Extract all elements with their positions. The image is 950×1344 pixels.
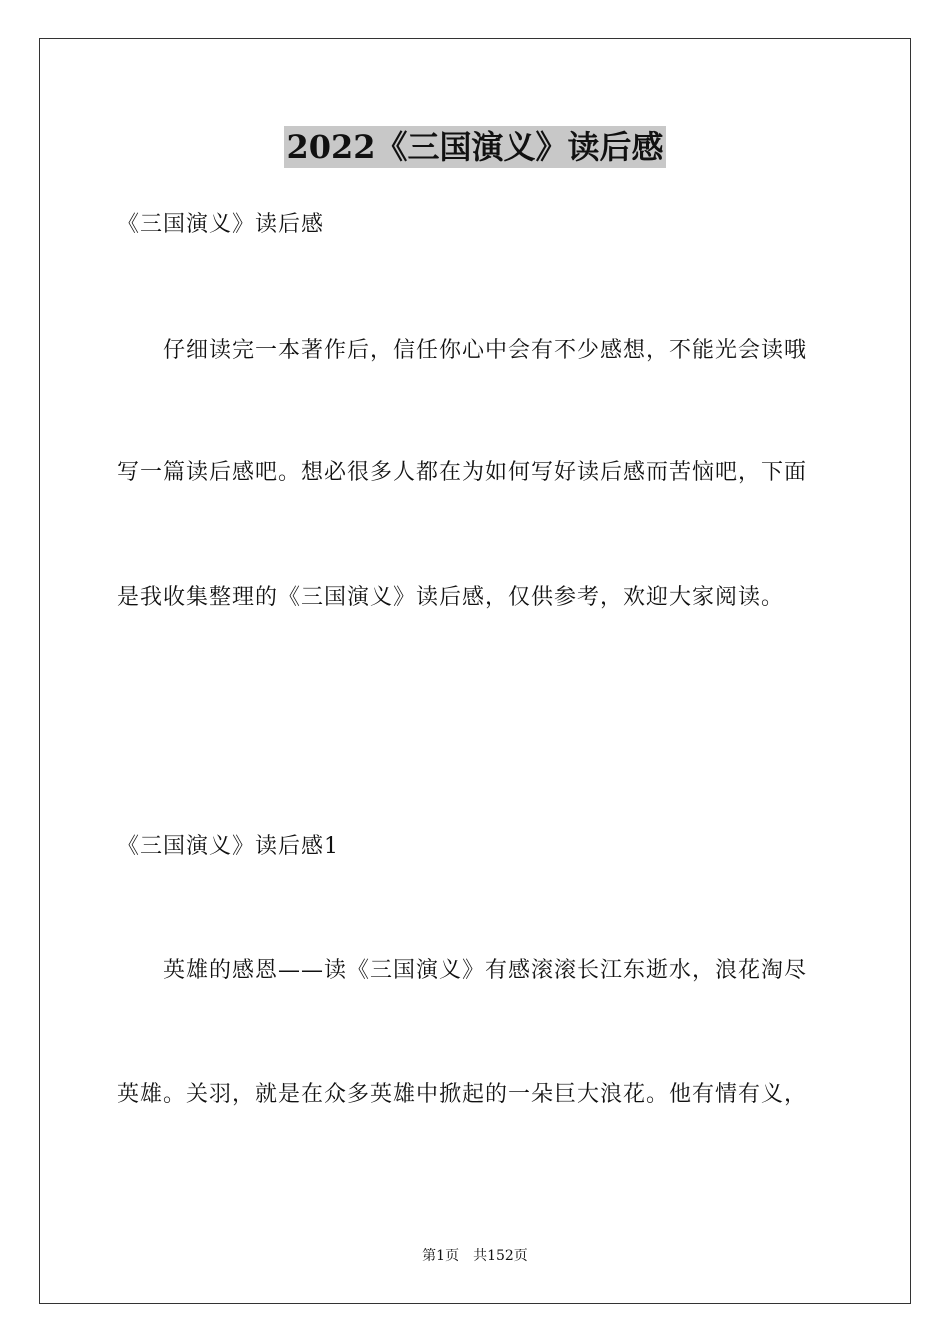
paragraph-line: 写一篇读后感吧。想必很多人都在为如何写好读后感而苦恼吧，下面	[117, 460, 808, 485]
title-container	[0, 126, 950, 168]
section-heading: 《三国演义》读后感1	[117, 834, 339, 859]
paragraph-line: 英雄。关羽，就是在众多英雄中掀起的一朵巨大浪花。他有情有义，	[117, 1082, 808, 1107]
paragraph-line: 是我收集整理的《三国演义》读后感，仅供参考，欢迎大家阅读。	[117, 585, 785, 610]
document-title: 2022《三国演义》读后感	[286, 128, 664, 166]
paragraph-line: 英雄的感恩——读《三国演义》有感滚滚长江东逝水，浪花淘尽	[163, 958, 808, 983]
section-heading: 《三国演义》读后感	[117, 212, 325, 237]
page-number-footer: 第1页 共152页	[422, 1248, 528, 1264]
paragraph-line: 仔细读完一本著作后，信任你心中会有不少感想，不能光会读哦	[163, 338, 808, 363]
